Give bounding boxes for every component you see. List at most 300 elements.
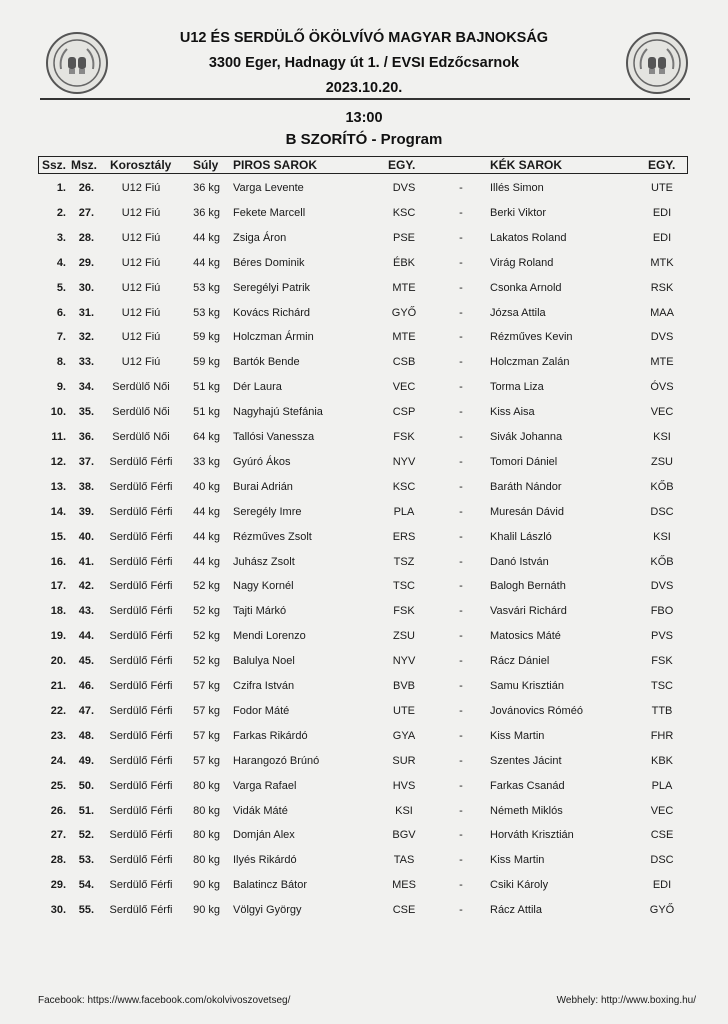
bout-number: 2.	[56, 206, 66, 219]
blue-corner-boxer: Khalil László	[490, 530, 552, 543]
weight-class: 80 kg	[193, 804, 220, 817]
session-time: 13:00	[345, 110, 383, 126]
age-group: Serdülő Férfi	[109, 530, 173, 543]
age-group: Serdülő Férfi	[109, 680, 173, 692]
red-corner-club: SUR	[392, 754, 416, 767]
table-row	[0, 232, 728, 257]
weight-class: 59 kg	[193, 356, 220, 369]
red-corner-boxer: Nagy Kornél	[233, 580, 294, 593]
red-corner-club: NYV	[392, 455, 416, 468]
blue-corner-club: KŐB	[650, 480, 674, 493]
age-group: U12 Fiú	[121, 206, 161, 219]
table-row	[0, 680, 728, 705]
age-group: Serdülő Férfi	[109, 704, 173, 717]
blue-corner-boxer: Tomori Dániel	[490, 455, 558, 468]
table-row	[0, 780, 728, 805]
match-number: 32.	[78, 331, 94, 344]
red-corner-boxer: Mendi Lorenzo	[233, 630, 306, 643]
bout-number: 23.	[50, 729, 66, 742]
blue-corner-club: GYŐ	[649, 904, 675, 917]
bout-number: 7.	[56, 331, 66, 344]
red-corner-boxer: Seregélyi Patrik	[233, 281, 311, 294]
red-corner-club: KSC	[392, 206, 416, 219]
blue-corner-boxer: Kiss Aisa	[490, 406, 535, 419]
match-number: 53.	[78, 854, 94, 867]
red-corner-club: UTE	[393, 704, 415, 717]
table-row	[0, 456, 728, 481]
bout-number: 19.	[50, 630, 66, 643]
blue-corner-club: FHR	[650, 729, 674, 742]
age-group: Serdülő Női	[112, 431, 170, 443]
red-corner-boxer: Varga Rafael	[233, 779, 297, 792]
blue-corner-boxer: Torma Liza	[490, 381, 544, 394]
red-corner-boxer: Rézműves Zsolt	[233, 530, 312, 543]
blue-corner-club: KSI	[653, 530, 671, 543]
red-corner-club: ZSU	[393, 630, 415, 643]
red-corner-boxer: Dér Laura	[233, 381, 282, 394]
table-row	[0, 879, 728, 904]
table-row	[0, 829, 728, 854]
red-corner-boxer: Juhász Zsolt	[233, 555, 295, 568]
blue-corner-club: EDI	[652, 231, 672, 244]
table-row	[0, 556, 728, 581]
versus-dash: -	[459, 431, 463, 443]
table-row	[0, 531, 728, 556]
blue-corner-club: MTE	[650, 356, 674, 369]
weight-class: 33 kg	[193, 455, 220, 468]
red-corner-boxer: Ilyés Rikárdó	[233, 854, 297, 867]
versus-dash: -	[459, 605, 463, 618]
match-number: 31.	[78, 306, 94, 319]
blue-corner-club: PVS	[650, 630, 673, 643]
table-row	[0, 506, 728, 531]
match-number: 36.	[78, 431, 94, 443]
age-group: Serdülő Férfi	[109, 555, 173, 568]
blue-corner-club: DVS	[650, 331, 674, 344]
age-group: U12 Fiú	[121, 281, 161, 294]
col-age: Korosztály	[110, 158, 172, 172]
bout-number: 17.	[50, 580, 66, 593]
versus-dash: -	[459, 231, 463, 244]
age-group: U12 Fiú	[121, 356, 161, 369]
table-row	[0, 655, 728, 680]
weight-class: 36 kg	[193, 206, 220, 219]
match-number: 33.	[78, 356, 94, 369]
red-corner-boxer: Gyúró Ákos	[233, 455, 291, 468]
red-corner-club: KSI	[395, 804, 413, 817]
versus-dash: -	[459, 829, 463, 842]
versus-dash: -	[459, 779, 463, 792]
versus-dash: -	[459, 281, 463, 294]
col-weight: Súly	[193, 158, 219, 172]
blue-corner-boxer: Virág Roland	[490, 256, 554, 269]
weight-class: 80 kg	[193, 854, 220, 867]
versus-dash: -	[459, 505, 463, 518]
red-corner-club: CSP	[392, 406, 416, 419]
versus-dash: -	[459, 381, 463, 394]
versus-dash: -	[459, 655, 463, 668]
red-corner-boxer: Balulya Noel	[233, 655, 295, 668]
red-corner-boxer: Béres Dominik	[233, 256, 305, 269]
red-corner-club: MES	[392, 879, 416, 892]
red-corner-boxer: Holczman Ármin	[233, 331, 314, 344]
blue-corner-club: KSI	[653, 431, 671, 443]
blue-corner-club: ÓVS	[650, 381, 674, 394]
match-number: 28.	[78, 231, 94, 244]
red-corner-boxer: Czifra István	[233, 680, 295, 692]
age-group: Serdülő Férfi	[109, 754, 173, 767]
blue-corner-boxer: Kiss Martin	[490, 729, 545, 742]
match-number: 44.	[78, 630, 94, 643]
red-corner-club: CSB	[392, 356, 416, 369]
match-number: 37.	[78, 455, 94, 468]
bout-number: 22.	[50, 704, 66, 717]
weight-class: 44 kg	[193, 530, 220, 543]
weight-class: 57 kg	[193, 680, 220, 692]
blue-corner-club: TTB	[651, 704, 673, 717]
age-group: Serdülő Női	[112, 406, 170, 419]
match-number: 27.	[78, 206, 94, 219]
blue-corner-club: KBK	[650, 754, 673, 767]
bout-number: 4.	[56, 256, 66, 269]
red-corner-club: ÉBK	[392, 256, 415, 269]
blue-corner-boxer: Szentes Jácint	[490, 754, 562, 767]
table-row	[0, 406, 728, 431]
bout-number: 15.	[50, 530, 66, 543]
blue-corner-club: UTE	[651, 182, 673, 194]
blue-corner-club: DSC	[650, 854, 674, 867]
red-corner-boxer: Tajti Márkó	[233, 605, 287, 618]
match-number: 39.	[78, 505, 94, 518]
blue-corner-boxer: Baráth Nándor	[490, 480, 562, 493]
age-group: Serdülő Férfi	[109, 804, 173, 817]
versus-dash: -	[459, 704, 463, 717]
weight-class: 52 kg	[193, 630, 220, 643]
match-number: 55.	[78, 904, 94, 917]
blue-corner-club: TSC	[651, 680, 673, 692]
match-number: 47.	[78, 704, 94, 717]
weight-class: 80 kg	[193, 829, 220, 842]
blue-corner-club: PLA	[651, 779, 673, 792]
blue-corner-boxer: Holczman Zalán	[490, 356, 570, 369]
weight-class: 44 kg	[193, 555, 220, 568]
match-number: 51.	[78, 804, 94, 817]
age-group: Serdülő Férfi	[109, 580, 173, 593]
red-corner-club: DVS	[392, 182, 416, 194]
age-group: Serdülő Férfi	[109, 605, 173, 618]
blue-corner-boxer: Danó István	[490, 555, 549, 568]
versus-dash: -	[459, 331, 463, 344]
versus-dash: -	[459, 680, 463, 692]
red-corner-boxer: Seregély Imre	[233, 505, 302, 518]
red-corner-boxer: Zsiga Áron	[233, 231, 287, 244]
red-corner-club: BVB	[392, 680, 415, 692]
blue-corner-boxer: Csonka Arnold	[490, 281, 562, 294]
match-number: 34.	[78, 381, 94, 394]
versus-dash: -	[459, 555, 463, 568]
red-corner-club: NYV	[392, 655, 416, 668]
blue-corner-club: VEC	[650, 406, 674, 419]
bout-number: 28.	[50, 854, 66, 867]
blue-corner-boxer: Samu Krisztián	[490, 680, 564, 692]
age-group: Serdülő Férfi	[109, 630, 173, 643]
blue-corner-boxer: Illés Simon	[490, 182, 544, 194]
blue-corner-boxer: Lakatos Roland	[490, 231, 567, 244]
bout-number: 29.	[50, 879, 66, 892]
blue-corner-club: DSC	[650, 505, 674, 518]
weight-class: 44 kg	[193, 256, 220, 269]
versus-dash: -	[459, 455, 463, 468]
age-group: U12 Fiú	[121, 256, 161, 269]
versus-dash: -	[459, 754, 463, 767]
blue-corner-club: ZSU	[651, 455, 673, 468]
weight-class: 52 kg	[193, 605, 220, 618]
table-row	[0, 381, 728, 406]
weight-class: 51 kg	[193, 406, 220, 419]
blue-corner-club: MTK	[650, 256, 674, 269]
table-row	[0, 854, 728, 879]
red-corner-boxer: Bartók Bende	[233, 356, 300, 369]
blue-corner-club: EDI	[652, 206, 672, 219]
age-group: Serdülő Férfi	[109, 655, 173, 668]
weight-class: 51 kg	[193, 381, 220, 394]
red-corner-boxer: Fodor Máté	[233, 704, 290, 717]
red-corner-boxer: Tallósi Vanessza	[233, 431, 315, 443]
bout-number: 14.	[50, 505, 66, 518]
blue-corner-boxer: Németh Miklós	[490, 804, 563, 817]
event-date: 2023.10.20.	[325, 80, 403, 96]
blue-corner-boxer: Horváth Krisztián	[490, 829, 574, 842]
red-corner-club: FSK	[393, 605, 415, 618]
weight-class: 52 kg	[193, 580, 220, 593]
col-msz: Msz.	[71, 158, 98, 172]
versus-dash: -	[459, 580, 463, 593]
blue-corner-boxer: Vasvári Richárd	[490, 605, 567, 618]
red-corner-boxer: Burai Adrián	[233, 480, 293, 493]
weight-class: 57 kg	[193, 729, 220, 742]
versus-dash: -	[459, 306, 463, 319]
blue-corner-boxer: Farkas Csanád	[490, 779, 565, 792]
blue-corner-club: VEC	[650, 804, 674, 817]
versus-dash: -	[459, 804, 463, 817]
red-corner-boxer: Harangozó Brúnó	[233, 754, 320, 767]
versus-dash: -	[459, 182, 463, 194]
match-number: 49.	[78, 754, 94, 767]
col-blue-corner: KÉK SAROK	[490, 158, 563, 172]
bout-number: 10.	[50, 406, 66, 419]
red-corner-club: FSK	[393, 431, 415, 443]
age-group: Serdülő Férfi	[109, 480, 173, 493]
red-corner-boxer: Farkas Rikárdó	[233, 729, 308, 742]
facebook-link[interactable]: Facebook: https://www.facebook.com/okolvivoszovetseg/	[38, 995, 291, 1006]
red-corner-club: TAS	[393, 854, 415, 867]
red-corner-club: CSE	[392, 904, 416, 917]
table-row	[0, 331, 728, 356]
versus-dash: -	[459, 480, 463, 493]
header-divider	[40, 98, 690, 100]
red-corner-boxer: Domján Alex	[233, 829, 295, 842]
col-blue-club: EGY.	[648, 158, 676, 172]
red-corner-club: GYŐ	[391, 306, 417, 319]
blue-corner-boxer: Matosics Máté	[490, 630, 561, 643]
bout-number: 5.	[56, 281, 66, 294]
match-number: 46.	[78, 680, 94, 692]
red-corner-club: KSC	[392, 480, 416, 493]
weight-class: 53 kg	[193, 281, 220, 294]
table-row	[0, 630, 728, 655]
match-number: 52.	[78, 829, 94, 842]
bout-number: 16.	[50, 555, 66, 568]
bout-number: 20.	[50, 655, 66, 668]
match-number: 30.	[78, 281, 94, 294]
table-row	[0, 730, 728, 755]
versus-dash: -	[459, 630, 463, 643]
blue-corner-boxer: Józsa Attila	[490, 306, 546, 319]
weight-class: 80 kg	[193, 779, 220, 792]
blue-corner-boxer: Berki Viktor	[490, 206, 547, 219]
red-corner-club: MTE	[392, 281, 416, 294]
red-corner-boxer: Nagyhajú Stefánia	[233, 406, 323, 419]
age-group: Serdülő Férfi	[109, 779, 173, 792]
table-row	[0, 431, 728, 456]
website-link[interactable]: Webhely: http://www.boxing.hu/	[556, 995, 696, 1006]
blue-corner-club: EDI	[652, 879, 672, 892]
bout-number: 3.	[56, 231, 66, 244]
match-number: 54.	[78, 879, 94, 892]
red-corner-club: PSE	[392, 231, 415, 244]
blue-corner-boxer: Csiki Károly	[490, 879, 549, 892]
bout-number: 24.	[50, 754, 66, 767]
bout-number: 11.	[51, 431, 66, 443]
match-number: 29.	[78, 256, 94, 269]
table-row	[0, 257, 728, 282]
match-number: 45.	[78, 655, 94, 668]
table-row	[0, 580, 728, 605]
bout-number: 6.	[56, 306, 66, 319]
age-group: U12 Fiú	[121, 306, 161, 319]
weight-class: 53 kg	[193, 306, 220, 319]
red-corner-boxer: Balatincz Bátor	[233, 879, 307, 892]
match-number: 26.	[78, 182, 94, 194]
bout-number: 26.	[50, 804, 66, 817]
age-group: Serdülő Férfi	[109, 854, 173, 867]
championship-title: U12 ÉS SERDÜLŐ ÖKÖLVÍVÓ MAGYAR BAJNOKSÁG	[179, 30, 549, 46]
age-group: Serdülő Férfi	[109, 729, 173, 742]
weight-class: 64 kg	[193, 431, 220, 443]
red-corner-boxer: Fekete Marcell	[233, 206, 306, 219]
table-row	[0, 705, 728, 730]
weight-class: 44 kg	[193, 505, 220, 518]
red-corner-club: ERS	[392, 530, 416, 543]
bout-number: 8.	[56, 356, 66, 369]
blue-corner-club: FBO	[650, 605, 674, 618]
table-header-row	[0, 158, 728, 183]
red-corner-club: MTE	[392, 331, 416, 344]
bout-number: 18.	[50, 605, 66, 618]
versus-dash: -	[459, 356, 463, 369]
versus-dash: -	[459, 206, 463, 219]
versus-dash: -	[459, 256, 463, 269]
red-corner-boxer: Kovács Richárd	[233, 306, 311, 319]
match-number: 48.	[78, 729, 94, 742]
program-subtitle: B SZORÍTÓ - Program	[285, 131, 443, 148]
weight-class: 59 kg	[193, 331, 220, 344]
match-number: 42.	[78, 580, 94, 593]
blue-corner-boxer: Sivák Johanna	[490, 431, 563, 443]
versus-dash: -	[459, 406, 463, 419]
red-corner-club: VEC	[392, 381, 416, 394]
weight-class: 57 kg	[193, 704, 220, 717]
versus-dash: -	[459, 854, 463, 867]
bout-number: 27.	[50, 829, 66, 842]
match-number: 35.	[78, 406, 94, 419]
red-corner-club: TSC	[393, 580, 415, 593]
versus-dash: -	[459, 904, 463, 917]
bout-number: 12.	[50, 455, 66, 468]
col-red-corner: PIROS SAROK	[233, 158, 318, 172]
table-row	[0, 307, 728, 332]
weight-class: 52 kg	[193, 655, 220, 668]
weight-class: 44 kg	[193, 231, 220, 244]
blue-corner-boxer: Rácz Attila	[490, 904, 542, 917]
red-corner-boxer: Vidák Máté	[233, 804, 288, 817]
blue-corner-club: DVS	[650, 580, 674, 593]
red-corner-club: TSZ	[393, 555, 415, 568]
table-row	[0, 805, 728, 830]
red-corner-club: HVS	[392, 779, 416, 792]
age-group: Serdülő Férfi	[109, 879, 173, 892]
table-row	[0, 182, 728, 207]
age-group: Serdülő Női	[112, 381, 170, 394]
red-corner-club: PLA	[393, 505, 415, 518]
versus-dash: -	[459, 530, 463, 543]
red-corner-club: GYA	[392, 729, 416, 742]
versus-dash: -	[459, 729, 463, 742]
match-number: 41.	[78, 555, 94, 568]
blue-corner-club: KŐB	[650, 555, 674, 568]
red-corner-boxer: Varga Levente	[233, 182, 304, 194]
blue-corner-boxer: Rézműves Kevin	[490, 331, 573, 344]
bout-number: 13.	[50, 480, 66, 493]
bout-number: 25.	[50, 779, 66, 792]
blue-corner-club: MAA	[650, 306, 674, 319]
bout-number: 21.	[50, 680, 66, 692]
weight-class: 36 kg	[193, 182, 220, 194]
weight-class: 90 kg	[193, 904, 220, 917]
bout-number: 9.	[56, 381, 66, 394]
weight-class: 40 kg	[193, 480, 220, 493]
weight-class: 57 kg	[193, 754, 220, 767]
age-group: Serdülő Férfi	[109, 455, 173, 468]
table-row	[0, 282, 728, 307]
table-row	[0, 605, 728, 630]
blue-corner-club: RSK	[650, 281, 674, 294]
age-group: U12 Fiú	[121, 331, 161, 344]
bout-number: 30.	[50, 904, 66, 917]
match-number: 38.	[78, 480, 94, 493]
match-number: 43.	[78, 605, 94, 618]
age-group: Serdülő Férfi	[109, 904, 173, 917]
blue-corner-boxer: Muresán Dávid	[490, 505, 564, 518]
match-number: 50.	[78, 779, 94, 792]
blue-corner-boxer: Balogh Bernáth	[490, 580, 566, 593]
blue-corner-club: FSK	[651, 655, 673, 668]
col-red-club: EGY.	[388, 158, 416, 172]
col-ssz: Ssz.	[42, 158, 67, 172]
table-row	[0, 207, 728, 232]
red-corner-club: BGV	[392, 829, 416, 842]
table-row	[0, 904, 728, 929]
